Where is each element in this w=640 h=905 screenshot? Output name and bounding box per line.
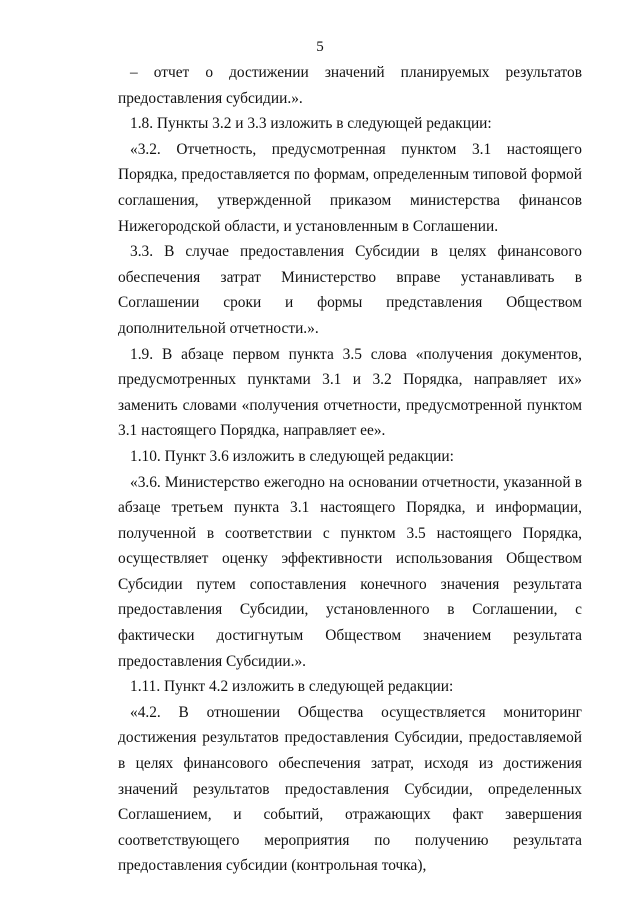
paragraph-1-10: 1.10. Пункт 3.6 изложить в следующей редакции: <box>130 447 454 465</box>
paragraph-3-3: 3.3. В случае предоставления Субсидии в целях финансового обеспечения затрат Министерство вправе устанавливать в Соглашении сроки и формы представления Обществом дополнительной отчетности.». <box>118 243 582 337</box>
paragraph-3-6: «3.6. Министерство ежегодно на основании отчетности, указанной в абзаце третьем пункта 3.1 настоящего Порядка, и информации, полученной в соответствии с пунктом 3.5 настоящего Порядка, осуществляет оценку эффективности использования Обществом Субсидии путем сопоставления конечного значения результата предоставления Субсидии, установленного в Соглашении, с фактически достигнутым Обществом значением результата предоставления Субсидии.». <box>118 473 582 670</box>
paragraph-1-9: 1.9. В абзаце первом пункта 3.5 слова «получения документов, предусмотренных пунктами 3.1 и 3.2 Порядка, направляет их» заменить словами «получения отчетности, предусмотренной пунктом 3.1 настоящего Порядка, направляет ее». <box>118 345 582 440</box>
document-body <box>118 60 582 879</box>
paragraph-4-2: «4.2. В отношении Общества осуществляется мониторинг достижения результатов предоставления Субсидии, предоставляемой в целях финансового обеспечения затрат, исходя из достижения значений результатов предоставления Субсидии, определенных Соглашением, и событий, отражающих факт завершения соответствующего мероприятия по получению результата предоставления субсидии (контрольная точка), <box>118 703 582 875</box>
paragraph-report-item: – отчет о достижении значений планируемых результатов предоставления субсидии.». <box>118 64 582 107</box>
paragraph-3-2: «3.2. Отчетность, предусмотренная пунктом 3.1 настоящего Порядка, предоставляется по формам, определенным типовой формой соглашения, утвержденной приказом министерства финансов Нижегородской области, и установленным в Соглашении. <box>118 140 582 235</box>
page-number: 5 <box>316 39 324 55</box>
paragraph-1-8: 1.8. Пункты 3.2 и 3.3 изложить в следующей редакции: <box>130 115 492 133</box>
paragraph-1-11: 1.11. Пункт 4.2 изложить в следующей редакции: <box>130 678 454 696</box>
